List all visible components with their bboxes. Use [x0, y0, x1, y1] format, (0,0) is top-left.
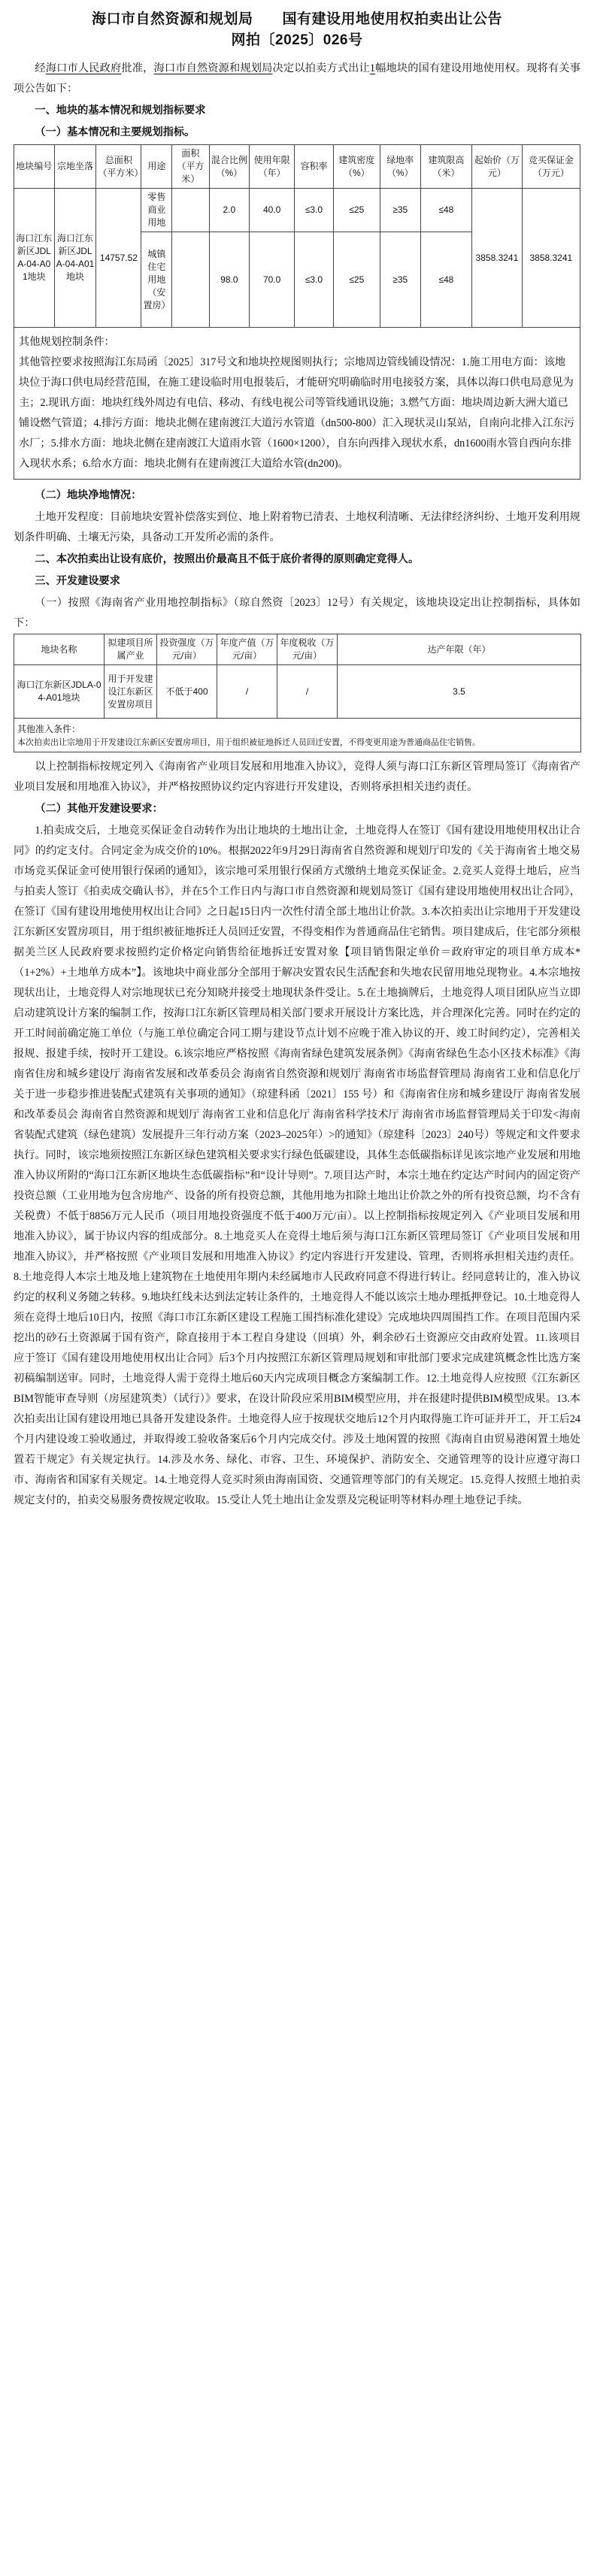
announcement-title: 海口市自然资源和规划局 国有建设用地使用权拍卖出让公告: [91, 11, 502, 27]
parcel-count: 1: [369, 62, 375, 74]
cell-term: 70.0: [250, 232, 295, 328]
cell-far: ≤3.0: [295, 189, 333, 232]
cell-use: 城镇住宅用地（安置房）: [141, 232, 172, 328]
requirement-1-text: （一）按照《海南省产业用地控制指标》（琼自然资〔2023〕12号）有关规定，该地块设定出让控制指标，具体如下：: [14, 597, 580, 629]
announcement-number: 网拍〔2025〕026号: [231, 32, 363, 48]
section-2-heading: 二、本次拍卖出让设有底价，按照出价最高且不低于底价者得的原则确定竞得人。: [35, 553, 420, 565]
header-location: 宗地坐落: [54, 145, 96, 189]
cell-green: ≥35: [380, 232, 420, 328]
other-planning-conditions: [14, 328, 580, 480]
header-deposit: 竞买保证金（万元）: [522, 145, 580, 189]
cell-height: ≤48: [420, 189, 472, 232]
cell-ratio: 98.0: [209, 232, 250, 328]
cell-height: ≤48: [420, 232, 472, 328]
cell-far: ≤3.0: [295, 232, 333, 328]
cell-total-area: 14757.52: [96, 189, 141, 328]
other-requirements-text: 1.拍卖成交后，土地竞买保证金自动转作为出让地块的土地出让金，土地竞得人在签订《国有建设用地使用权出让合同》的约定支付。合同定金为成交价的10%。根据2022年9月29日海南省自然资源和规划厅印发的《关于海南省土地交易市场竞买保证金可使用银行保函的通知》，该宗地可采用银行保函方式缴纳土地竞买保证金。2.竞买人竞得土地后，应当与拍卖人签订《拍卖成交确认书》，并在5个工作日内与海口市自然资源和规划局签订《国有建设用地使用权出让合同》，在签订《国有建设用地使用权出让合同》之日起15日内一次性付清全部土地出让价款。3.本次拍卖出让宗地用于开发建设江东新区安置房项目，用于组织被征地拆迁人员回迁安置，不得变相作为普通商品住宅销售。项目建成后，住宅部分须根据美兰区人民政府要求按照约定价格定向销售给征地拆迁安置对象【项目销售限定单价＝政府审定的项目单方成本*（1+2%）+土地单方成本”】。该地块中商业部分全部用于解决安置农民生活配套和失地农民留用地兑现物业。4.本宗地按现状出让，土地竞得人对宗地现状已充分知晓并接受土地现状条件受让。5.在土地摘牌后，土地竞得人项目团队应当立即启动建筑设计方案的编制工作，按海口江东新区管理局相关部门要求开展设计方案比选，并合理深化完善。同时在约定的开工时间前确定施工单位（与施工单位确定合同工期与建设节点计划不应晚于准入协议的开、竣工时间约定），完善相关报规、报建手续，按时开工建设。6.该宗地应严格按照《海南省绿色建筑发展条例》《海南省绿色生态小区技术标准》《海南省住房和城乡建设厅 海南省发展和改革委员会 海南省自然资源和规划厅 海南省市场监督管理局 海南省工业和信息化厅关于进一步稳步推进装配式建筑有关事项的通知》（琼建科函〔2021〕155 号）和《海南省住房和城乡建设厅 海南省发展和改革委员会 海南省自然资源和规划厅 海南省工业和信息化厅 海南省科学技术厅 海南省市场监督管理局关于印发<海南省装配式建筑（绿色建筑）发展提升三年行动方案（2023–2025年）>的通知》（琼建科〔2023〕240号）等规定和文件要求执行。同时，该宗地须按照江东新区绿色建筑相关要求实行绿色低碳建设，具体生态低碳指标详见该宗地产业发展和用地准入协议所附的“海口江东新区地块生态低碳指标”和“设计导则”。7.项目达产时，本宗土地在约定达产时间内的固定资产投资总额（工业用地为包含房地产、设备的所有投资总额，其他用地为扣除土地出让价款之外的所有投资总额，均不含有关税费）不低于8856万元人民币（项目用地投资强度不低于400万元/亩）。以上控制指标按规定列入《产业项目发展和用地准入协议》，属于协议内容的组成部分。8.土地竞买人在竞得土地后须与海口江东新区管理局签订《产业项目发展和用地准入协议》，并严格按照《产业项目发展和用地准入协议》约定内容进行开发建设、管理，否则将承担相关违约责任。8.土地竞得人本宗土地及地上建筑物在土地使用年期内未经属地市人民政府同意不得进行转让。经同意转让的，准入协议约定的权利义务随之转移。9.地块红线未达到法定转让条件的，土地竞得人不能以该宗土地办理抵押登记。10.土地竞得人须在竞得土地后10日内，按照《海口市江东新区建设工程施工围挡标准化建设》完成地块四周围挡工作。在项目范围内采挖出的砂石土资源属于国有资产，除直接用于本工程自身建设（回填）外，剩余砂石土资源应交由政府处置。11.该项目应于签订《国有建设用地使用权出让合同》后3个月内按照江东新区管理局规划和审批部门要求完成建筑概念性比选方案初稿编制送审。同时，土地竞得人需于竞得土地后60天内完成项目概念方案编制工作。12.土地竞得人应按照《江东新区BIM智能审查导则（房屋建筑类）（试行）》要求，在设计阶段应采用BIM模型应用，并在报建时提供BIM模型成果。13.本次拍卖出让国有建设用地已具备开发建设条件。土地竞得人应于按现状交地后12个月内取得施工许可证并开工，开工后24个月内建设竣工验收通过，并取得竣工验收备案后6个月内完成交付。涉及土地闲置的按照《海南自由贸易港闲置土地处置若干规定》有关规定执行。14.涉及水务、绿化、市容、卫生、环境保护、消防安全、交通管理等的设计应遵守海口市、海南省和国家有关规定。14.土地竞得人竞买时须由海南国资、交通管理等部门的有关规定。15.竞得人按照土地拍卖规定支付的，拍卖交易服务费按规定收取。15.受让人凭土地出让金发票及完税证明等材料办理土地登记手续。: [14, 825, 580, 1506]
table-row: [14, 719, 581, 752]
table-header-row: [14, 145, 580, 189]
control-indicator-table: [14, 634, 581, 752]
header-output: 年度产值（万元/亩）: [217, 634, 277, 665]
header-total-area: 总面积（平方米）: [96, 145, 141, 189]
approver: 海口市人民政府: [45, 62, 122, 74]
parcel-info-table: [14, 144, 580, 480]
cell-ratio: 2.0: [209, 189, 250, 232]
section-3-heading: 三、开发建设要求: [35, 575, 120, 587]
cell-tax: /: [277, 665, 338, 719]
section-1-1-heading: （一）基本情况和主要规划指标。: [35, 126, 195, 138]
cell-investment: 不低于400: [157, 665, 217, 719]
cell-parcel-name: 海口江东新区JDLA-04-A01地块: [14, 665, 105, 719]
cell-green: ≥35: [380, 189, 420, 232]
cell-deposit: 3858.3241: [522, 189, 580, 328]
cell-term: 40.0: [250, 189, 295, 232]
table-header-row: [14, 634, 581, 665]
site-condition-text: 土地开发程度：目前地块安置补偿落实到位、地上附着物已清表、土地权利清晰、无法律经济纠纷、土地开发利用规划条件明确、土壤无污染，具备动工开发所必需的条件。: [14, 511, 580, 543]
cell-use: 零售商业用地: [141, 189, 172, 232]
cell-density: ≤25: [333, 189, 380, 232]
table-row: [14, 328, 580, 480]
table-row: [14, 665, 581, 719]
table-row: [14, 189, 580, 232]
header-ratio: 混合比例（%）: [209, 145, 250, 189]
header-years: 达产年限（年）: [338, 634, 581, 665]
header-height: 建筑限高（米）: [420, 145, 472, 189]
header-industry: 拟建项目所属产业: [105, 634, 157, 665]
header-investment: 投资强度（万元/亩）: [157, 634, 217, 665]
intro-paragraph: 经海口市人民政府批准，海口市自然资源和规划局决定以拍卖方式出让1幅地块的国有建设用地使用权。现将有关事项公告如下：: [14, 62, 580, 95]
access-conditions-title: 其他准入条件：: [17, 724, 81, 734]
header-parcel-no: 地块编号: [14, 145, 55, 189]
header-green: 绿地率（%）: [380, 145, 420, 189]
cell-output: /: [217, 665, 277, 719]
cell-parcel-no: 海口江东新区JDLA-04-A01地块: [14, 189, 55, 328]
agency: 海口市自然资源和规划局: [153, 62, 273, 74]
header-term: 使用年限（年）: [250, 145, 295, 189]
header-start-price: 起始价（万元）: [472, 145, 523, 189]
cell-start-price: 3858.3241: [472, 189, 523, 328]
section-3-2-heading: （二）其他开发建设要求：: [35, 803, 163, 815]
cell-location: 海口江东新区JDLA-04-A01地块: [54, 189, 96, 328]
cell-density: ≤25: [333, 232, 380, 328]
cell-industry: 用于开发建设江东新区安置房项目: [105, 665, 157, 719]
header-parcel-name: 地块名称: [14, 634, 105, 665]
header-use: 用途: [141, 145, 172, 189]
access-conditions-text: 本次拍卖出让宗地用于开发建设江东新区安置房项目，用于组织被征地拆迁人员回迁安置，不得变更用途为普通商品住宅销售。: [17, 738, 480, 747]
access-conditions: [14, 719, 581, 752]
requirement-1-after: 以上控制指标按规定列入《海南省产业项目发展和用地准入协议》，竞得人须与海口江东新区管理局签订《海南省产业项目发展和用地准入协议》，并严格按照协议约定内容进行开发建设，否则将承担相关违约责任。: [14, 761, 580, 793]
other-conditions-text: 其他管控要求按照海江东局函〔2025〕317号文和地块控规图则执行；宗地周边管线铺设情况：1.施工用电方面：该地块位于海口供电局经营范围，在施工建设临时用电报装后，才能研究明确临时用电接驳方案，具体以海口供电局意见为主；2.现讯方面：地块红线外周边有电信、移动、有线电视公司等管线通讯设施；3.燃气方面：地块周边新大洲大道已铺设燃气管道；4.排污方面：地块北侧在建南渡江大道污水管道（dn500-800）汇入现状灵山泵站，自南向北排入江东污水厂；5.排水方面：地块北侧在建南渡江大道雨水管（1600×1200），自东向西排入现状水系，dn1600雨水管自西向东排入现状水系；6.给水方面：地块北侧有在建南渡江大道给水管(dn200)。: [19, 356, 574, 470]
cell-area: [172, 189, 209, 232]
header-far: 容积率: [295, 145, 333, 189]
cell-years: 3.5: [338, 665, 581, 719]
other-conditions-title: 其他规划控制条件：: [19, 336, 115, 348]
header-area: 面积（平方米）: [172, 145, 209, 189]
section-1-heading: 一、地块的基本情况和规划指标要求: [35, 104, 206, 117]
header-tax: 年度税收（万元/亩）: [277, 634, 338, 665]
header-density: 建筑密度（%）: [333, 145, 380, 189]
section-1-2-heading: （二）地块净地情况：: [35, 489, 142, 501]
cell-area: [172, 232, 209, 328]
